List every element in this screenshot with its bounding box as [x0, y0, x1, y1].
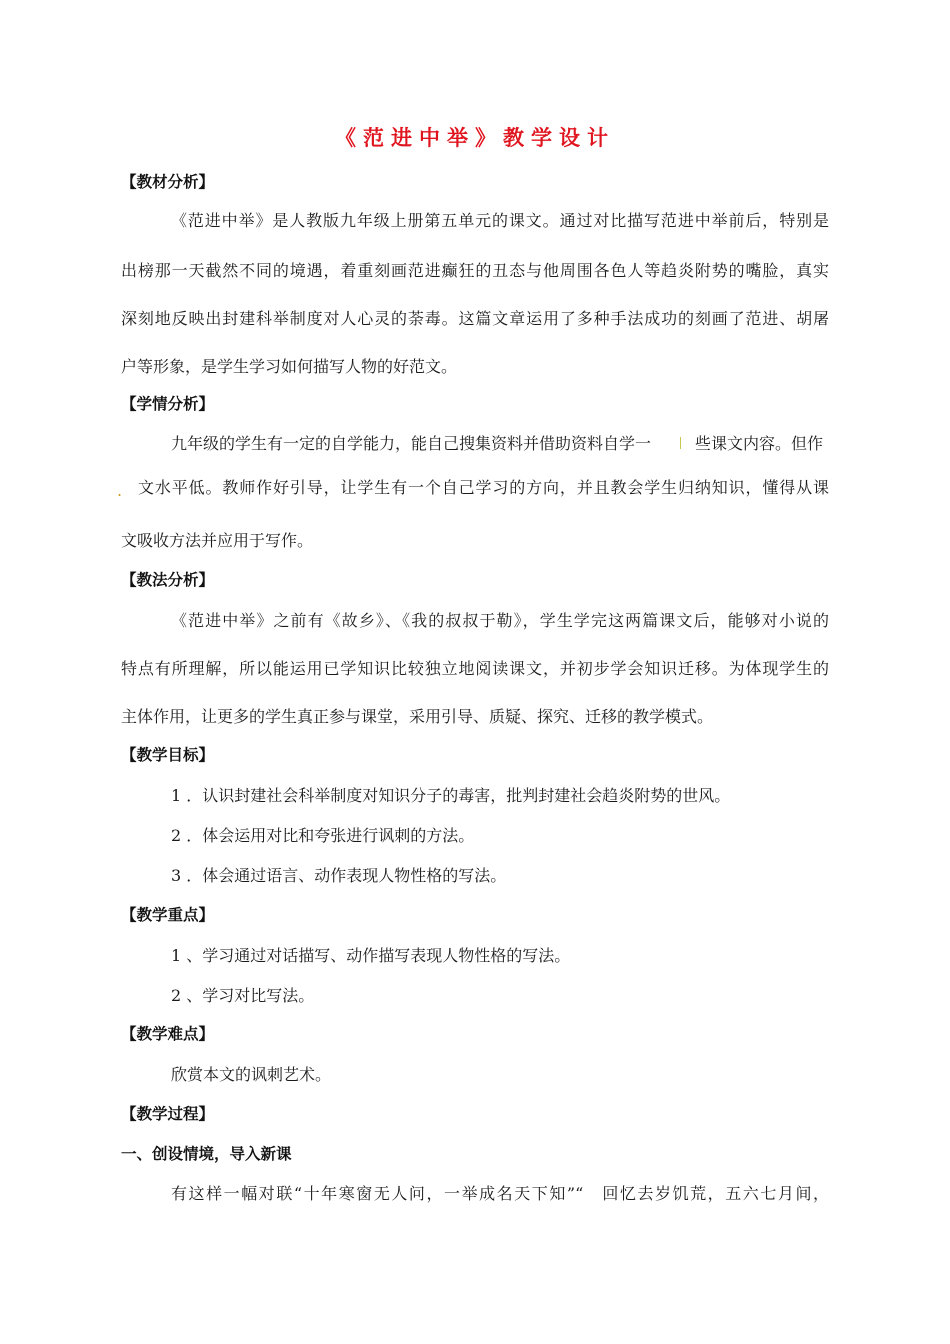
section-heading-goals: 【教学目标】 [121, 746, 215, 764]
section-heading-difficulty: 【教学难点】 [121, 1025, 215, 1043]
section-heading-textbook: 【教材分析】 [121, 173, 215, 191]
paragraph-line: 欣赏本文的讽刺艺术。 [171, 1065, 332, 1084]
paragraph-line: 户等形象，是学生学习如何描写人物的好范文。 [121, 357, 458, 376]
document-title: 《范进中举》教学设计 [335, 125, 615, 150]
step-heading: 一、创设情境，导入新课 [121, 1145, 292, 1163]
paragraph-line: 主体作用，让更多的学生真正参与课堂，采用引导、质疑、探究、迁移的教学模式。 [121, 707, 714, 726]
list-item: 2 、学习对比写法。 [171, 986, 315, 1005]
paragraph-line: 《范进中举》是人教版九年级上册第五单元的课文。通过对比描写范进中举前后，特别是 [171, 211, 829, 230]
paragraph-line: 深刻地反映出封建科举制度对人心灵的荼毒。这篇文章运用了多种手法成功的刻画了范进、胡屠 [121, 309, 829, 328]
paragraph-line: 《范进中举》之前有《故乡》、《我的叔叔于勒》，学生学完这两篇课文后，能够对小说的 [171, 611, 829, 630]
section-heading-method: 【教法分析】 [121, 571, 215, 589]
list-item: 3 ．体会通过语言、动作表现人物性格的写法。 [171, 866, 507, 885]
paragraph-line: 特点有所理解，所以能运用已学知识比较独立地阅读课文，并初步学会知识迁移。为体现学生的 [121, 659, 829, 678]
list-item: 2 ．体会运用对比和夸张进行讽刺的方法。 [171, 826, 475, 845]
paragraph-line: 文吸收方法并应用于写作。 [121, 531, 314, 550]
scan-dot: . [117, 481, 123, 500]
list-item: 1 、学习通过对话描写、动作描写表现人物性格的写法。 [171, 946, 571, 965]
paragraph-line: 有这样一幅对联“十年寒窗无人问，一举成名天下知”“ 回忆去岁饥荒，五六七月间， [171, 1184, 829, 1203]
paragraph-line: 文水平低。教师作好引导，让学生有一个自己学习的方向，并且教会学生归纳知识，懂得从课 [138, 478, 829, 497]
section-heading-students: 【学情分析】 [121, 395, 215, 413]
list-item: 1 ．认识封建社会科举制度对知识分子的毒害，批判封建社会趋炎附势的世风。 [171, 786, 731, 805]
section-heading-process: 【教学过程】 [121, 1105, 215, 1123]
scan-mark [680, 437, 681, 449]
paragraph-line: 九年级的学生有一定的自学能力，能自己搜集资料并借助资料自学一 [171, 434, 652, 453]
paragraph-line: 些课文内容。但作 [695, 434, 824, 453]
section-heading-key-points: 【教学重点】 [121, 906, 215, 924]
paragraph-line: 出榜那一天截然不同的境遇，着重刻画范进癫狂的丑态与他周围各色人等趋炎附势的嘴脸，真实 [121, 261, 829, 280]
